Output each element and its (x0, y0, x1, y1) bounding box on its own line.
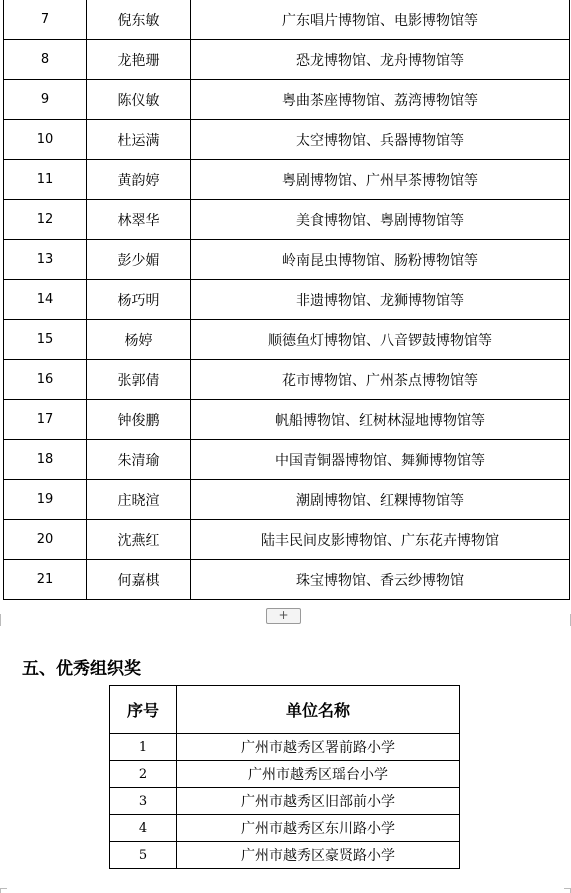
person-name: 沈燕红 (87, 520, 191, 560)
row-number: 7 (4, 0, 87, 40)
row-number: 2 (110, 761, 177, 788)
table-row (4, 360, 570, 400)
table-row (4, 160, 570, 200)
museum-list: 岭南昆虫博物馆、肠粉博物馆等 (191, 240, 570, 280)
museum-list: 太空博物馆、兵器博物馆等 (191, 120, 570, 160)
table-row (4, 440, 570, 480)
table-row (110, 842, 460, 869)
table-row (4, 0, 570, 40)
table-row (4, 400, 570, 440)
winners-table-body (4, 0, 570, 600)
person-name: 钟俊鹏 (87, 400, 191, 440)
person-name: 彭少媚 (87, 240, 191, 280)
table-row (4, 560, 570, 600)
table-row (4, 480, 570, 520)
table-row (4, 280, 570, 320)
table-row (4, 240, 570, 280)
row-number: 9 (4, 80, 87, 120)
table-row (4, 120, 570, 160)
person-name: 龙艳珊 (87, 40, 191, 80)
museum-list: 中国青铜器博物馆、舞狮博物馆等 (191, 440, 570, 480)
table-row (4, 200, 570, 240)
table-boundary-marker (0, 614, 4, 626)
table-row (110, 761, 460, 788)
row-number: 3 (110, 788, 177, 815)
row-number: 4 (110, 815, 177, 842)
museum-list: 潮剧博物馆、红粿博物馆等 (191, 480, 570, 520)
person-name: 张郭倩 (87, 360, 191, 400)
person-name: 朱清瑜 (87, 440, 191, 480)
award-table (109, 685, 460, 869)
table-row (4, 320, 570, 360)
person-name: 倪东敏 (87, 0, 191, 40)
unit-name: 广州市越秀区署前路小学 (177, 734, 460, 761)
table-row (4, 40, 570, 80)
table-header-row (110, 686, 460, 734)
page-corner-marker (564, 888, 571, 893)
museum-list: 恐龙博物馆、龙舟博物馆等 (191, 40, 570, 80)
header-seq: 序号 (110, 686, 177, 734)
table-row (4, 80, 570, 120)
row-number: 15 (4, 320, 87, 360)
table-row (110, 788, 460, 815)
museum-list: 粤曲茶座博物馆、荔湾博物馆等 (191, 80, 570, 120)
museum-list: 陆丰民间皮影博物馆、广东花卉博物馆 (191, 520, 570, 560)
row-number: 1 (110, 734, 177, 761)
museum-list: 顺德鱼灯博物馆、八音锣鼓博物馆等 (191, 320, 570, 360)
museum-list: 美食博物馆、粤剧博物馆等 (191, 200, 570, 240)
row-number: 11 (4, 160, 87, 200)
row-number: 14 (4, 280, 87, 320)
museum-list: 粤剧博物馆、广州早茶博物馆等 (191, 160, 570, 200)
person-name: 黄韵婷 (87, 160, 191, 200)
person-name: 陈仪敏 (87, 80, 191, 120)
row-number: 20 (4, 520, 87, 560)
winners-table (3, 0, 570, 600)
museum-list: 广东唱片博物馆、电影博物馆等 (191, 0, 570, 40)
page-corner-marker (0, 888, 7, 893)
person-name: 庄晓渲 (87, 480, 191, 520)
unit-name: 广州市越秀区东川路小学 (177, 815, 460, 842)
row-number: 17 (4, 400, 87, 440)
table-boundary-marker (567, 614, 571, 626)
row-number: 12 (4, 200, 87, 240)
add-row-button[interactable]: + (266, 608, 301, 624)
row-number: 16 (4, 360, 87, 400)
table-row (110, 734, 460, 761)
museum-list: 花市博物馆、广州茶点博物馆等 (191, 360, 570, 400)
row-number: 18 (4, 440, 87, 480)
row-number: 8 (4, 40, 87, 80)
award-table-body (110, 686, 460, 869)
row-number: 13 (4, 240, 87, 280)
person-name: 杜运满 (87, 120, 191, 160)
museum-list: 珠宝博物馆、香云纱博物馆 (191, 560, 570, 600)
unit-name: 广州市越秀区豪贤路小学 (177, 842, 460, 869)
museum-list: 帆船博物馆、红树林湿地博物馆等 (191, 400, 570, 440)
row-number: 10 (4, 120, 87, 160)
unit-name: 广州市越秀区瑶台小学 (177, 761, 460, 788)
section-heading: 五、优秀组织奖 (22, 659, 141, 679)
museum-list: 非遗博物馆、龙狮博物馆等 (191, 280, 570, 320)
row-number: 19 (4, 480, 87, 520)
person-name: 杨巧明 (87, 280, 191, 320)
row-number: 21 (4, 560, 87, 600)
person-name: 何嘉棋 (87, 560, 191, 600)
table-row (110, 815, 460, 842)
table-row (4, 520, 570, 560)
person-name: 杨婷 (87, 320, 191, 360)
row-number: 5 (110, 842, 177, 869)
unit-name: 广州市越秀区旧部前小学 (177, 788, 460, 815)
header-unit-name: 单位名称 (177, 686, 460, 734)
person-name: 林翠华 (87, 200, 191, 240)
